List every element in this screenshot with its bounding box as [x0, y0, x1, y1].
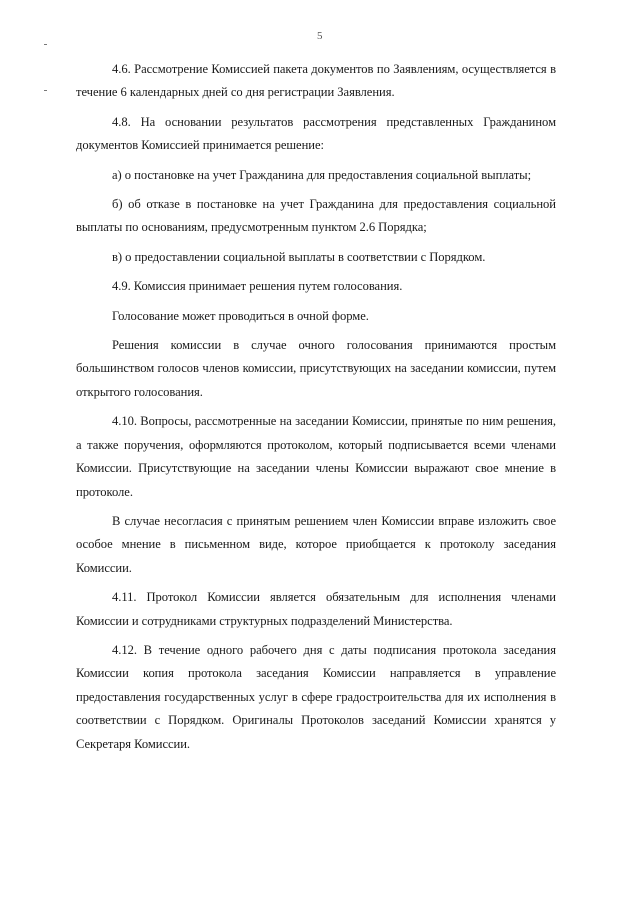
- paragraph-dissent: В случае несогласия с принятым решением член Комиссии вправе изложить свое особое мнение в письменном виде, которое приобщается к протоколу заседания Комиссии.: [76, 513, 556, 575]
- paragraph-voting-decisions: Решения комиссии в случае очного голосования принимаются простым большинством голосов членов комиссии, присутствующих на заседании комиссии, путем открытого голосования.: [76, 338, 556, 399]
- paragraph-4-8: 4.8. На основании результатов рассмотрения представленных Гражданином документов Комиссией принимается решение:: [76, 114, 556, 153]
- paragraph-4-10: 4.10. Вопросы, рассмотренные на заседании Комиссии, принятые по ним решения, а также поручения, оформляются протоколом, который подписывается всеми членами Комиссии. Присутствующие на заседании члены Комиссии выражают свое мнение в протоколе.: [76, 414, 556, 499]
- paragraph-4-11: 4.11. Протокол Комиссии является обязательным для исполнения членами Комиссии и сотрудниками структурных подразделений Министерства.: [76, 590, 556, 628]
- paragraph-4-9: 4.9. Комиссия принимает решения путем голосования.: [112, 279, 403, 294]
- paragraph-4-8-c: в) о предоставлении социальной выплаты в соответствии с Порядком.: [112, 249, 486, 264]
- page-number: 5: [317, 30, 323, 42]
- paragraph-4-8-b: б) об отказе в постановке на учет Гражданина для предоставления социальной выплаты по основаниям, предусмотренным пунктом 2.6 Порядка;: [76, 197, 556, 235]
- paragraph-voting-form: Голосование может проводиться в очной форме.: [112, 308, 369, 323]
- paragraph-4-6: 4.6. Рассмотрение Комиссией пакета документов по Заявлениям, осуществляется в течение 6 календарных дней со дня регистрации Заявления.: [76, 62, 556, 100]
- scan-margin-mark: [44, 90, 47, 91]
- scan-margin-mark: [44, 44, 47, 45]
- paragraph-4-8-a: а) о постановке на учет Гражданина для предоставления социальной выплаты;: [112, 167, 532, 182]
- document-body: [76, 58, 556, 756]
- paragraph-4-12: 4.12. В течение одного рабочего дня с даты подписания протокола заседания Комиссии копия протокола заседания Комиссии направляется в управление предоставления государственных услуг в сфере градостроительства для их исполнения в соответствии с Порядком. Оригиналы Протоколов заседаний Комиссии хранятся у Секретаря Комиссии.: [76, 642, 556, 751]
